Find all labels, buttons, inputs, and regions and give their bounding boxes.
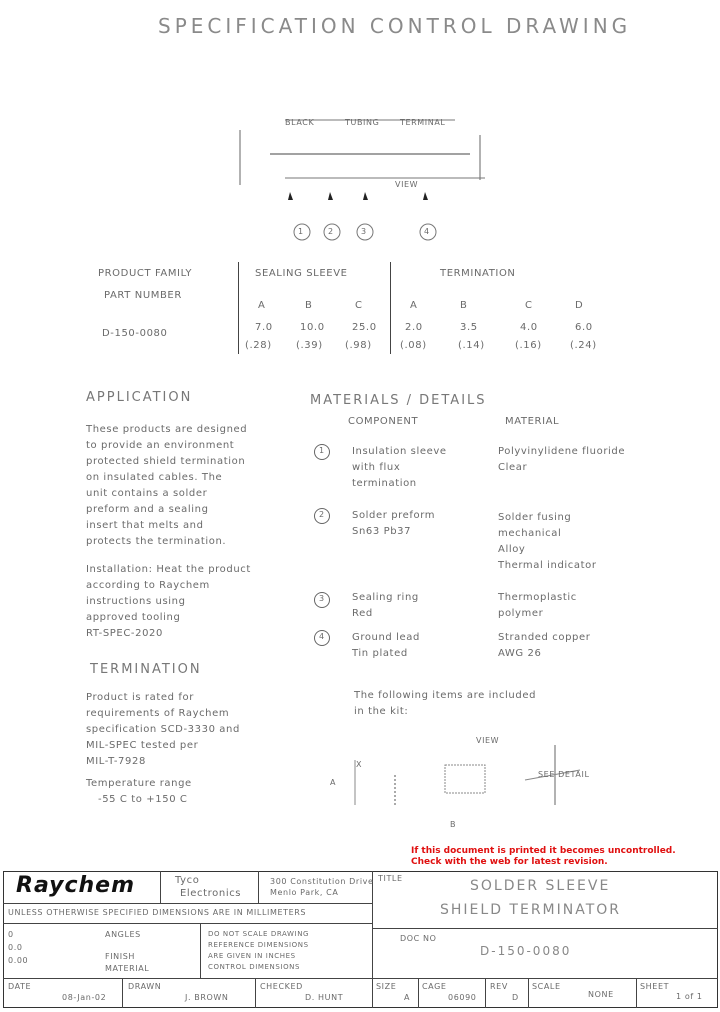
temp-line: -55 C to +150 C (98, 794, 188, 805)
tb-hline-3 (372, 928, 718, 929)
drawing-label-4: VIEW (395, 180, 419, 189)
rated-line: Product is rated for (86, 692, 194, 703)
cell-value-drawn: J. BROWN (185, 993, 229, 1002)
cell-label-sheet: SHEET (640, 982, 670, 991)
bottom-divider (372, 978, 373, 1008)
detail-braid (445, 765, 485, 793)
notes-line: DO NOT SCALE DRAWING (208, 930, 310, 938)
arrow-3 (363, 192, 368, 200)
item-num-3: 3 (319, 594, 325, 603)
termination-heading: TERMINATION (90, 662, 202, 677)
detail-label-view: VIEW (476, 736, 500, 745)
rated-line: requirements of Raychem (86, 708, 230, 719)
address-line: 300 Constitution Drive (270, 877, 374, 886)
tb-vline-addr (258, 871, 259, 903)
col-b: B (305, 300, 313, 311)
app-line: on insulated cables. The (86, 472, 223, 483)
item4-mat: Stranded copper (498, 632, 591, 643)
callout-4: 4 (424, 227, 430, 236)
cell-r2-1: (.28) (245, 340, 272, 351)
detail-label-a: A (330, 778, 337, 787)
address-line: Menlo Park, CA (270, 888, 339, 897)
cell-r2-7: (.24) (570, 340, 597, 351)
callout-2: 2 (328, 227, 334, 236)
item3-comp: Sealing ring (352, 592, 419, 603)
raychem-logo: Raychem (16, 873, 135, 898)
item4-mat: AWG 26 (498, 648, 542, 659)
kit-note: in the kit: (354, 706, 409, 717)
notes-line: ARE GIVEN IN INCHES (208, 952, 296, 960)
detail-drawing (320, 730, 600, 830)
cell-label-rev: REV (490, 982, 508, 991)
install-line: Installation: Heat the product (86, 564, 251, 575)
item3-mat: Thermoplastic (498, 592, 577, 603)
bottom-divider (636, 978, 637, 1008)
bottom-divider (255, 978, 256, 1008)
item2-mat: Alloy (498, 544, 526, 555)
table-divider-mid (390, 262, 391, 354)
arrow-4 (423, 192, 428, 200)
uncontrolled-warning: If this document is printed it becomes uncontrolled. (411, 846, 676, 856)
item2-mat: mechanical (498, 528, 562, 539)
cell-label-cage: CAGE (422, 982, 447, 991)
col-b2: B (460, 300, 468, 311)
drawing-label-2: TUBING (345, 118, 380, 127)
cell-r1-4: 2.0 (405, 322, 423, 333)
cell-r2-2: (.39) (296, 340, 323, 351)
kit-note: The following items are included (354, 690, 537, 701)
cell-r1-3: 25.0 (352, 322, 377, 333)
app-line: insert that melts and (86, 520, 204, 531)
app-line: protects the termination. (86, 536, 227, 547)
callout-1: 1 (298, 227, 304, 236)
cell-label-drawn: DRAWN (128, 982, 162, 991)
bottom-divider (485, 978, 486, 1008)
tolerance-row: 0.0 (8, 943, 23, 952)
cell-label-checked: CHECKED (260, 982, 303, 991)
install-line: instructions using (86, 596, 186, 607)
product-family-title: PRODUCT FAMILY (98, 268, 193, 279)
material-label: MATERIAL (105, 964, 150, 973)
arrow-2 (328, 192, 333, 200)
tb-vline-logo (160, 871, 161, 903)
rated-line: MIL-SPEC tested per (86, 740, 199, 751)
cell-r1-2: 10.0 (300, 322, 325, 333)
title-line-1: SOLDER SLEEVE (470, 878, 611, 894)
bottom-divider (418, 978, 419, 1008)
drawing-type-title: SPECIFICATION CONTROL DRAWING (158, 14, 632, 38)
col-c2: C (525, 300, 533, 311)
cell-value-size: A (404, 993, 411, 1002)
item1-comp: termination (352, 478, 417, 489)
material-col-header: MATERIAL (505, 416, 560, 427)
cell-value-sheet: 1 of 1 (676, 992, 703, 1001)
app-line: unit contains a solder (86, 488, 208, 499)
item2-comp: Sn63 Pb37 (352, 526, 412, 537)
temp-line: Temperature range (86, 778, 192, 789)
app-line: to provide an environment (86, 440, 235, 451)
cell-r2-6: (.16) (515, 340, 542, 351)
cell-label-size: SIZE (376, 982, 397, 991)
notes-line: CONTROL DIMENSIONS (208, 963, 301, 971)
install-line: according to Raychem (86, 580, 210, 591)
tb-vline-notes (200, 923, 201, 978)
detail-label-see: SEE DETAIL (538, 770, 590, 779)
part-number-value: D-150-0080 (102, 328, 168, 339)
finish-label: FINISH (105, 952, 135, 961)
item1-mat: Polyvinylidene fluoride (498, 446, 626, 457)
drawing-label-3: TERMINAL (400, 118, 446, 127)
cell-label-date: DATE (8, 982, 32, 991)
application-heading: APPLICATION (86, 390, 193, 405)
revision-warning: Check with the web for latest revision. (411, 857, 608, 867)
title-label: TITLE (378, 874, 403, 883)
cell-value-cage: 06090 (448, 993, 477, 1002)
cell-r1-1: 7.0 (255, 322, 273, 333)
app-line: These products are designed (86, 424, 248, 435)
cell-r1-7: 6.0 (575, 322, 593, 333)
tolerance-row: 0.00 (8, 956, 29, 965)
item3-mat: polymer (498, 608, 544, 619)
tolerance-row: 0 (8, 930, 14, 939)
col-c: C (355, 300, 363, 311)
app-line: protected shield termination (86, 456, 246, 467)
materials-heading: MATERIALS / DETAILS (310, 393, 487, 408)
title-line-2: SHIELD TERMINATOR (440, 902, 622, 918)
part-number-label: PART NUMBER (104, 290, 182, 301)
item-num-2: 2 (319, 510, 325, 519)
install-line: approved tooling (86, 612, 181, 623)
bottom-divider (122, 978, 123, 1008)
cell-label-scale: SCALE (532, 982, 561, 991)
detail-label-b: B (450, 820, 457, 829)
cell-r1-6: 4.0 (520, 322, 538, 333)
col-a2: A (410, 300, 418, 311)
col-d2: D (575, 300, 584, 311)
cell-r1-5: 3.5 (460, 322, 478, 333)
termination-header: TERMINATION (440, 268, 516, 279)
bottom-divider (528, 978, 529, 1008)
tb-vline-main (372, 871, 373, 979)
item4-comp: Tin plated (352, 648, 408, 659)
sealing-sleeve-header: SEALING SLEEVE (255, 268, 348, 279)
item-num-4: 4 (319, 632, 325, 641)
item3-comp: Red (352, 608, 373, 619)
item2-comp: Solder preform (352, 510, 436, 521)
cell-r2-4: (.08) (400, 340, 427, 351)
notes-line: REFERENCE DIMENSIONS (208, 941, 309, 949)
component-col-header: COMPONENT (348, 416, 419, 427)
item4-comp: Ground lead (352, 632, 420, 643)
item1-mat: Clear (498, 462, 528, 473)
item2-mat: Thermal indicator (498, 560, 597, 571)
angles-label: ANGLES (105, 930, 141, 939)
col-a: A (258, 300, 266, 311)
doc-no-label: DOC NO (400, 934, 437, 943)
tb-hline-2 (3, 923, 372, 924)
cell-value-date: 08-Jan-02 (62, 993, 107, 1002)
drawing-label-1: BLACK (285, 118, 315, 127)
item1-comp: with flux (352, 462, 401, 473)
detail-label-x: X (356, 760, 363, 769)
cell-value-rev: D (512, 993, 519, 1002)
cell-value-scale: NONE (588, 990, 614, 999)
cell-r2-3: (.98) (345, 340, 372, 351)
cell-r2-5: (.14) (458, 340, 485, 351)
rated-line: MIL-T-7928 (86, 756, 146, 767)
cell-value-checked: D. HUNT (305, 993, 344, 1002)
table-divider-left (238, 262, 239, 354)
company-sub: Tyco (175, 875, 200, 886)
item-num-1: 1 (319, 446, 325, 455)
doc-number: D-150-0080 (480, 944, 572, 958)
app-line: preform and a sealing (86, 504, 209, 515)
arrow-1 (288, 192, 293, 200)
dims-disclaimer: UNLESS OTHERWISE SPECIFIED DIMENSIONS ARE IN MILLIMETERS (8, 908, 307, 917)
callout-3: 3 (361, 227, 367, 236)
item2-mat: Solder fusing (498, 512, 572, 523)
company-sub: Electronics (180, 888, 242, 899)
rated-line: specification SCD-3330 and (86, 724, 240, 735)
tb-hline-4 (3, 978, 718, 979)
install-line: RT-SPEC-2020 (86, 628, 163, 639)
product-drawing (225, 80, 515, 250)
item1-comp: Insulation sleeve (352, 446, 447, 457)
tb-hline-1 (3, 903, 372, 904)
